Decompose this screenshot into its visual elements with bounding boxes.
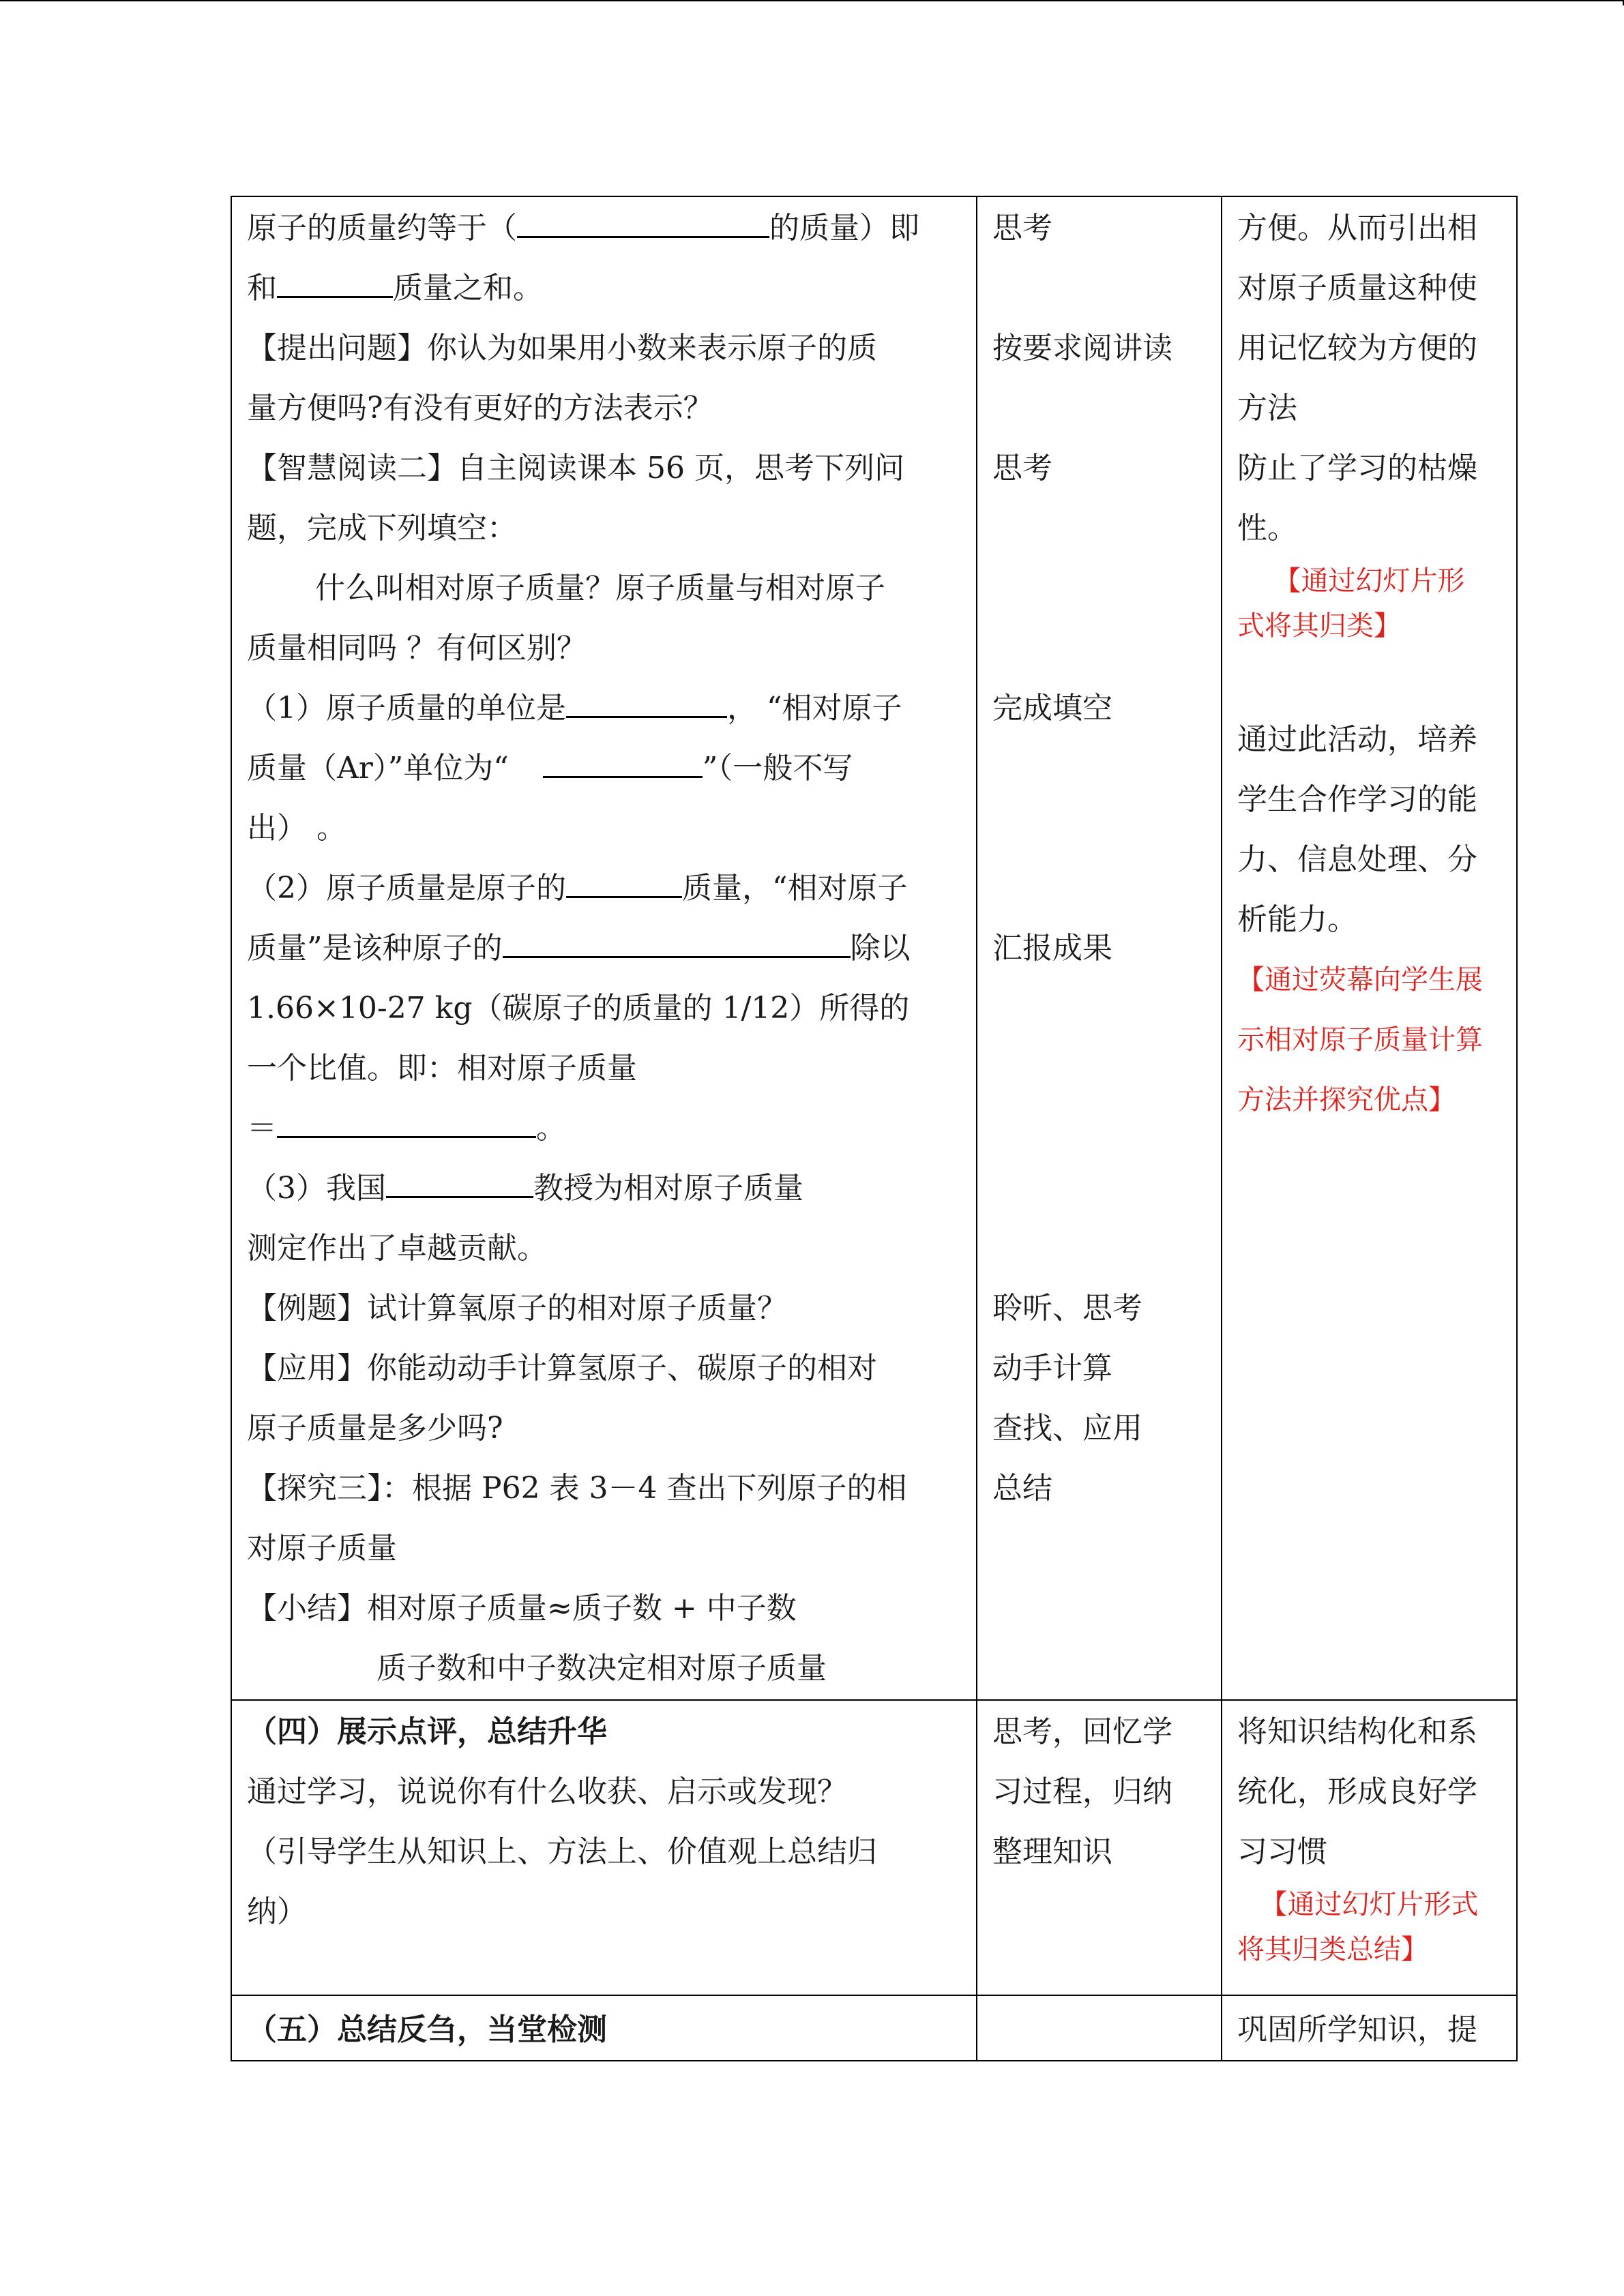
screen-annotation: 【通过荧幕向学生展 bbox=[1237, 964, 1483, 996]
content-line: 【探究三】：根据 P62 表 3－4 查出下列原子的相 bbox=[247, 1471, 907, 1506]
content-line: 通过学习，说说你有什么收获、启示或发现？ bbox=[247, 1774, 847, 1809]
fill-blank bbox=[277, 1113, 536, 1138]
intent-line: 通过此活动，培养 bbox=[1237, 722, 1477, 757]
slide-annotation: 【通过幻灯片形式 bbox=[1260, 1889, 1479, 1920]
activity-line: 思考，回忆学 bbox=[992, 1714, 1172, 1749]
screen-annotation: 示相对原子质量计算 bbox=[1237, 1024, 1483, 1056]
activity-line: 动手计算 bbox=[992, 1351, 1112, 1386]
content-line: （1）原子质量的单位是 ， “相对原子 bbox=[247, 691, 902, 726]
intent-line: 巩固所学知识，提 bbox=[1237, 2012, 1477, 2047]
teaching-content-cell bbox=[231, 196, 977, 1700]
content-line: 什么叫相对原子质量？原子质量与相对原子 bbox=[315, 571, 885, 606]
activity-line: 习过程，归纳 bbox=[992, 1774, 1172, 1809]
intent-line: 习习惯 bbox=[1237, 1834, 1327, 1869]
fill-blank bbox=[386, 1173, 533, 1198]
intent-line: 统化，形成良好学 bbox=[1237, 1774, 1477, 1809]
intent-line: 用记忆较为方便的 bbox=[1237, 331, 1477, 366]
intent-line: 力、信息处理、分 bbox=[1237, 842, 1477, 877]
content-line: 1.66×10-27 kg（碳原子的质量的 1/12）所得的 bbox=[247, 991, 910, 1026]
content-line: 对原子质量 bbox=[247, 1531, 397, 1566]
content-line: ＝ 。 bbox=[247, 1111, 566, 1146]
content-line: （2）原子质量是原子的 质量，“相对原子 bbox=[247, 871, 908, 906]
content-line: 【应用】你能动动手计算氢原子、碳原子的相对 bbox=[247, 1351, 877, 1386]
activity-line: 按要求阅讲读 bbox=[992, 331, 1172, 366]
content-line: 出） 。 bbox=[247, 811, 346, 846]
intent-line: 析能力。 bbox=[1237, 902, 1357, 937]
activity-line: 总结 bbox=[992, 1471, 1052, 1506]
content-line: 【提出问题】你认为如果用小数来表示原子的质 bbox=[247, 331, 877, 366]
content-line: 原子的质量约等于（ 的质量）即 bbox=[247, 211, 919, 245]
section-heading: （五）总结反刍，当堂检测 bbox=[247, 2012, 607, 2047]
slide-annotation: 【通过幻灯片形 bbox=[1273, 565, 1465, 597]
content-line: 题，完成下列填空： bbox=[247, 511, 517, 546]
content-line: 【例题】试计算氧原子的相对原子质量？ bbox=[247, 1291, 787, 1326]
content-line: 原子质量是多少吗? bbox=[247, 1411, 503, 1446]
activity-line: 整理知识 bbox=[992, 1834, 1112, 1869]
student-activity-cell bbox=[977, 196, 1222, 1700]
screen-annotation: 方法并探究优点】 bbox=[1237, 1084, 1456, 1116]
activity-line: 完成填空 bbox=[992, 691, 1112, 726]
content-line: 【小结】相对原子质量≈质子数 + 中子数 bbox=[247, 1591, 797, 1626]
content-line: （3）我国 教授为相对原子质量 bbox=[247, 1171, 803, 1206]
intent-line: 学生合作学习的能 bbox=[1237, 782, 1477, 817]
activity-line: 思考 bbox=[992, 211, 1052, 245]
content-line: 测定作出了卓越贡献。 bbox=[247, 1231, 547, 1266]
content-line: （引导学生从知识上、方法上、价值观上总结归 bbox=[247, 1834, 877, 1869]
intent-line: 方便。从而引出相 bbox=[1237, 211, 1477, 245]
intent-line: 对原子质量这种使 bbox=[1237, 271, 1477, 305]
page-top-rule bbox=[0, 0, 1624, 1]
table-row bbox=[231, 1995, 1517, 2061]
fill-blank bbox=[517, 213, 769, 238]
slide-annotation: 式将其归类】 bbox=[1237, 610, 1401, 642]
intent-line: 性。 bbox=[1237, 511, 1297, 546]
content-line: 量方便吗?有没有更好的方法表示？ bbox=[247, 391, 713, 426]
design-intent-cell bbox=[1222, 196, 1517, 1700]
content-line: 【智慧阅读二】自主阅读课本 56 页，思考下列问 bbox=[247, 451, 904, 486]
table-row bbox=[231, 196, 1517, 1700]
content-line: 纳） bbox=[247, 1894, 307, 1929]
teaching-content-cell bbox=[231, 1700, 977, 1995]
student-activity-cell bbox=[977, 1995, 1222, 2061]
fill-blank bbox=[566, 873, 682, 898]
intent-line: 方法 bbox=[1237, 391, 1297, 426]
teaching-content-cell bbox=[231, 1995, 977, 2061]
activity-line: 思考 bbox=[992, 451, 1052, 486]
content-line: 质子数和中子数决定相对原子质量 bbox=[377, 1651, 827, 1686]
fill-blank bbox=[566, 693, 727, 718]
section-heading: （四）展示点评，总结升华 bbox=[247, 1714, 607, 1749]
content-line: 一个比值。即：相对原子质量 bbox=[247, 1051, 637, 1086]
lesson-plan-table bbox=[231, 196, 1518, 2061]
activity-line: 聆听、思考 bbox=[992, 1291, 1142, 1326]
student-activity-cell bbox=[977, 1700, 1222, 1995]
fill-blank bbox=[277, 273, 393, 298]
table-row bbox=[231, 1700, 1517, 1995]
content-line: 质量”是该种原子的 除以 bbox=[247, 931, 911, 966]
intent-line: 防止了学习的枯燥 bbox=[1237, 451, 1477, 486]
activity-line: 查找、应用 bbox=[992, 1411, 1142, 1446]
intent-line: 将知识结构化和系 bbox=[1237, 1714, 1477, 1749]
content-line: 质量相同吗 ？有何区别？ bbox=[247, 631, 587, 666]
fill-blank bbox=[503, 933, 851, 958]
content-line: 和 质量之和。 bbox=[247, 271, 543, 305]
slide-annotation: 将其归类总结】 bbox=[1237, 1934, 1428, 1965]
activity-line: 汇报成果 bbox=[992, 931, 1112, 966]
content-line: 质量（Ar）”单位为“ ”（一般不写 bbox=[247, 751, 853, 786]
design-intent-cell bbox=[1222, 1700, 1517, 1995]
design-intent-cell bbox=[1222, 1995, 1517, 2061]
fill-blank bbox=[543, 753, 703, 778]
